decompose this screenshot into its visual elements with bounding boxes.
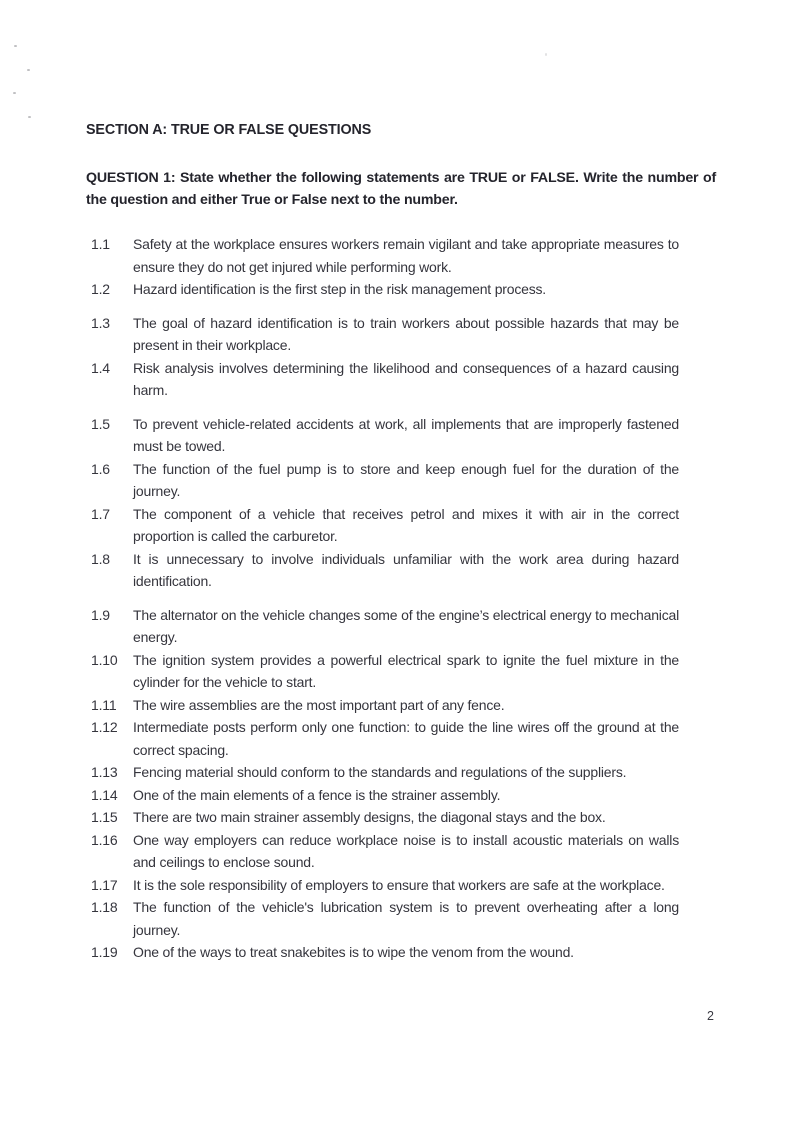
question-number: 1.7 <box>91 505 110 522</box>
question-text: The alternator on the vehicle changes some of the engine’s electrical energy to mechanical energy. <box>133 606 679 645</box>
question-text: One of the ways to treat snakebites is to wipe the venom from the wound. <box>133 944 574 960</box>
question-number: 1.15 <box>91 809 118 825</box>
question-text: The ignition system provides a powerful electrical spark to ignite the fuel mixture in the cylinder for the vehicle to start. <box>133 651 679 690</box>
question-item <box>91 806 679 829</box>
question-text: There are two main strainer assembly designs, the diagonal stays and the box. <box>133 809 606 825</box>
question-text: It is the sole responsibility of employers to ensure that workers are safe at the workplace. <box>133 876 665 893</box>
question-text: Intermediate posts perform only one function: to guide the line wires off the ground at the correct spacing. <box>133 719 679 758</box>
question-number: 1.8 <box>91 550 110 567</box>
question-item <box>91 503 679 548</box>
question-item <box>91 874 679 897</box>
question-item <box>91 357 679 402</box>
question-number: 1.18 <box>91 899 118 915</box>
question-list <box>91 233 679 964</box>
scan-speck <box>27 69 30 71</box>
question-text: The function of the fuel pump is to store and keep enough fuel for the duration of the journey. <box>133 460 679 499</box>
question-number: 1.5 <box>91 415 110 432</box>
question-item <box>91 829 679 874</box>
question-number: 1.19 <box>91 944 118 960</box>
scan-speck <box>28 116 31 118</box>
question-text: Safety at the workplace ensures workers remain vigilant and take appropriate measures to ensure they do not get injured while performing work. <box>133 236 679 275</box>
question-item <box>91 548 679 593</box>
question-intro: QUESTION 1: State whether the following statements are TRUE or FALSE. Write the number of the question and either True or False next to the number. <box>86 170 716 209</box>
question-number: 1.3 <box>91 314 110 331</box>
question-item <box>91 694 679 717</box>
question-text: Hazard identification is the first step in the risk management process. <box>133 281 546 297</box>
question-item <box>91 716 679 761</box>
question-text: The wire assemblies are the most important part of any fence. <box>133 696 505 713</box>
question-number: 1.2 <box>91 281 110 297</box>
question-number: 1.6 <box>91 460 110 477</box>
question-item <box>91 761 679 784</box>
question-item <box>91 278 679 301</box>
question-text: One of the main elements of a fence is the strainer assembly. <box>133 786 501 803</box>
question-item <box>91 458 679 503</box>
question-number: 1.4 <box>91 359 110 376</box>
question-item <box>91 941 679 964</box>
question-text: Fencing material should conform to the standards and regulations of the suppliers. <box>133 764 627 780</box>
question-text: Risk analysis involves determining the likelihood and consequences of a hazard causing harm. <box>133 359 679 398</box>
question-item <box>91 649 679 694</box>
question-number: 1.14 <box>91 786 118 803</box>
question-text: One way employers can reduce workplace noise is to install acoustic materials on walls and ceilings to enclose sound. <box>133 831 679 870</box>
scan-speck <box>14 45 17 47</box>
question-item <box>91 233 679 278</box>
question-item <box>91 312 679 357</box>
question-item <box>91 604 679 649</box>
scan-speck <box>545 53 547 56</box>
page-number: 2 <box>707 1009 714 1023</box>
question-number: 1.17 <box>91 876 118 893</box>
question-item <box>91 413 679 458</box>
question-number: 1.16 <box>91 831 118 848</box>
question-number: 1.12 <box>91 719 118 735</box>
section-title: SECTION A: TRUE OR FALSE QUESTIONS <box>86 122 372 138</box>
question-text: To prevent vehicle-related accidents at work, all implements that are improperly fastened must be towed. <box>133 415 679 454</box>
question-number: 1.1 <box>91 236 110 252</box>
question-text: It is unnecessary to involve individuals unfamiliar with the work area during hazard identification. <box>133 550 679 589</box>
question-text: The goal of hazard identification is to train workers about possible hazards that may be present in their workplace. <box>133 314 679 353</box>
question-number: 1.9 <box>91 606 110 623</box>
question-number: 1.11 <box>91 696 117 713</box>
question-item <box>91 784 679 807</box>
question-number: 1.10 <box>91 651 118 668</box>
question-item <box>91 896 679 941</box>
question-text: The function of the vehicle's lubrication system is to prevent overheating after a long journey. <box>133 899 679 938</box>
question-number: 1.13 <box>91 764 118 780</box>
scan-speck <box>13 92 16 94</box>
question-text: The component of a vehicle that receives petrol and mixes it with air in the correct proportion is called the carburetor. <box>133 505 679 544</box>
